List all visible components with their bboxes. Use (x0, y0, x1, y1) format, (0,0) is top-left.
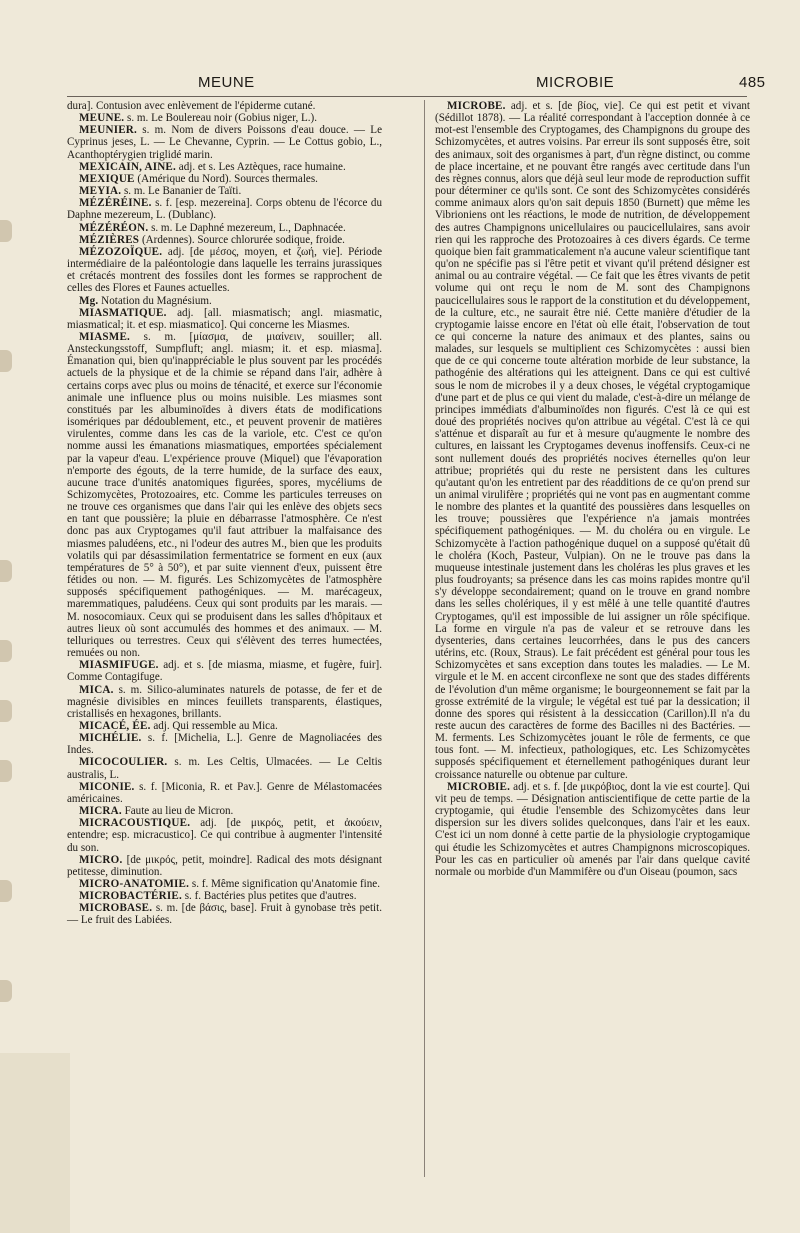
entry-headword: MICROBE. (447, 100, 506, 112)
entry-text: s. f. [Michelia, L.]. Genre de Magnoliacées des Indes. (67, 732, 382, 757)
entry-headword: MICROBACTÉRIE. (79, 890, 182, 903)
dictionary-entry (435, 781, 750, 878)
dictionary-entry (67, 331, 382, 659)
entry-text: adj. [all. miasmatisch; angl. miasmatic, miasmatical; it. et esp. miasmatico]. Qui concerne les Miasmes. (67, 306, 382, 331)
entry-headword: MICRACOUSTIQUE. (79, 817, 191, 830)
entry-text: s. m. [de βάσις, base]. Fruit à gynobase très petit. — Le fruit des Labiées. (67, 902, 382, 927)
dictionary-entry (67, 659, 382, 683)
corner-stain (0, 1053, 70, 1233)
dictionary-entry (67, 720, 382, 732)
entry-text: adj. [de μέσος, moyen, et ζωή, vie]. Période intermédiaire de la paléontologie dans laquelle les terrains jurassiques et crétacés montrent des fossiles dont les formes se rapprochent de celles des Flores et Faunes actuelles. (67, 245, 382, 295)
running-head-right: MICROBIE (536, 74, 615, 91)
entry-text: s. m. Le Bananier de Taïti. (121, 185, 242, 198)
dictionary-entry (67, 817, 382, 853)
dictionary-entry (67, 854, 382, 878)
left-column (67, 100, 382, 927)
entry-text: adj. Qui ressemble au Mica. (150, 719, 278, 732)
entry-text: adj. [de μικρός, petit, et ἀκούειν, entendre; esp. micracustico]. Ce qui contribue à augmenter l'intensité du son. (67, 817, 382, 854)
entry-headword: MEXIQUE (79, 172, 135, 185)
entry-headword: MICROBIE. (447, 780, 511, 793)
entry-headword: MICONIE. (79, 780, 135, 793)
entry-text: dura]. Contusion avec enlèvement de l'épiderme cutané. (67, 100, 316, 112)
running-header (0, 74, 800, 94)
entry-text: s. f. [esp. mezereina]. Corps obtenu de l'écorce du Daphne mezereum, L. (Dublanc). (67, 197, 382, 222)
entry-text: (Ardennes). Source chlorurée sodique, froide. (139, 233, 345, 246)
entry-text: s. m. Nom de divers Poissons d'eau douce. — Le Cyprinus jeses, L. — Le Chevanne, Cyprin. — Le Cottus gobio, L., Acanthoptérygien triglidé marin. (67, 124, 382, 161)
dictionary-entry (67, 307, 382, 331)
entry-text: Faute au lieu de Micron. (121, 805, 234, 818)
entry-text: s. m. Le Daphné mezereum, L., Daphnacée. (148, 221, 346, 234)
dictionary-entry (67, 112, 382, 124)
entry-headword: MÉZÉRÉINE. (79, 197, 152, 210)
entry-headword: MÉZÉRÉON. (79, 221, 149, 234)
entry-headword: MEUNE. (79, 112, 125, 125)
dictionary-entry (67, 234, 382, 246)
dictionary-entry (67, 197, 382, 221)
entry-text: adj. et s. [de βίος, vie]. Ce qui est petit et vivant (Sédillot 1878). — La réalité correspondant à l'acception donnée à ce mot-est l'ensemble des Cryptogames, des Champignons du groupe des Schizomycètes, et autres voisins. Par erreur ils sont supposés être, soit des animaux, soit des organismes à part, d'un règne distinct, ou comme de place incertaine, et ne pouvant être rangés avec certitude dans l'un des règnes connus, alors que déjà seul leur mode de reproduction suffit pour déterminer ce qu'ils sont. Ce sont des Schizomycètes considérés comme animaux alors qu'on sait depuis 1850 (Burnett) que même les Vibrioniens ont les réactions, le mode de nutrition, de développement des autres Champignons unicellulaires ou paucicellulaires, sans avoir rien qui les rapproche des Protozoaires à ces divers égards. Ce terme quoique bien fait grammaticalement n'a aucune valeur scientifique tant qu'on ne spécifie pas si l'être petit et vivant qu'il prétend désigner est animal ou au contraire végétal. — Ce fait que les êtres vivants de petit volume qui ont reçu le nom de M. sont des Champignons paucicellulaires sous le rapport de la constitution et du développement, de la culture, etc., ne saurait être nié. Cette manière d'étudier de la cryptogamie laisse encore en l'état où elle était, l'observation de tout ce qui concerne la nature des animaux et des plantes, sains ou malades, sur lesquels se multiplient ces Schizomycètes : aussi bien que de ce qui concerne toute altération morbide de leur substance, la pathogénie des altérations qui les atteignent. Dans ce qui est cultivé sous le nom de microbes il y a deux choses, le végétal cryptogamique d'une part et de plus ce qui vient du malade, c'est-à-dire un mélange de principes immédiats d'albuminoïdes non figurés. C'est là ce qui est doué des propriétés nocives qu'on attribue au végétal. C'est là ce qui s'atténue et disparaît au fur et à mesure qu'augmente le nombre des cultures, en laissant les Cryptogames devenus inoffensifs. Ceux-ci ne sont nullement doués des propriétés nocives éternelles qu'on leur attribue; propriétés qui du reste ne persistent dans les cultures qu'autant qu'on les entretient par des réadditions de ce qu'on prend sur un animal virulifère ; propriétés qui ne vont pas en augmentant comme le nombre des plantes et la quantité des poussières dans lesquelles on les trouve; poussières que l'expérience n'a jamais montrées spécifiquement pathogéniques. — M. du choléra ou en virgule. Le Schizomycète à l'action pathogénique duquel on a supposé qu'était dû le choléra (Koch, Pasteur, Vulpian). On ne le trouve pas dans la muqueuse intestinale justement dans les choléras les plus graves et les plus foudroyants; sa présence dans les cas moins rapides montre qu'il s'y développe secondairement; quand on le trouve en grand nombre dans les selles cholériques, il y est mêlé à une telle quantité d'autres Cryptogames, qu'il est impossible de lui assigner un rôle spécifique. La forme en virgule n'a pas de valeur et se retrouve dans les dysenteries, dans certaines leucorrhées, dans le pus des cancers utérins, etc. (Roux, Straus). Le fait précédent est général pour tous les Schizomycètes et sans exception dans toutes les maladies. — Le M. virgule et le M. en accent circonflexe ne sont que des stades différents de l'évolution d'un même organisme; le bourgeonnement se fait par la grosse extrémité de la virgule; le végétal est tué par la dessication; il donne des spores qui résistent à la dessiccation (Carillon).Il n'a du reste aucun des caractères de forme des Bacilles ni des Bactéries. — M. ferments. Les Schizomycètes jouant le rôle de ferments, ce que tous font. — M. infectieux, pathologiques, etc. Les Schizomycètes supposés spécifiquement et éternellement pathogéniques durant leur croissance naturelle ou obtenue par culture. (435, 100, 750, 781)
entry-text: (Amérique du Nord). Sources thermales. (134, 172, 318, 185)
dictionary-entry (67, 878, 382, 890)
right-column (435, 100, 750, 878)
entry-headword: MÉZOZOÏQUE. (79, 245, 163, 258)
entry-headword: MIASME. (79, 330, 131, 343)
entry-headword: MICOCOULIER. (79, 756, 168, 769)
entry-text: s. m. Le Boulereau noir (Gobius niger, L.). (124, 112, 318, 125)
entry-text: s. f. Même signification qu'Anatomie fine. (189, 878, 380, 890)
entry-text: adj. et s. [de miasma, miasme, et fugère, fuir]. Comme Contagifuge. (67, 659, 382, 684)
dictionary-entry (67, 161, 382, 173)
dictionary-entry (67, 185, 382, 197)
entry-headword: MICROBASE. (79, 902, 153, 915)
dictionary-entry (67, 246, 382, 295)
entry-headword: MEXICAIN, AINE. (79, 160, 176, 173)
dictionary-entry (67, 295, 382, 307)
dictionary-entry (67, 173, 382, 185)
entry-text: Notation du Magnésium. (98, 294, 212, 307)
entry-headword: MICRO. (79, 853, 123, 866)
entry-headword: MEUNIER. (79, 124, 137, 137)
entry-text: s. m. Silico-aluminates naturels de potasse, de fer et de magnésie divisibles en minces feuillets transparents, élastiques, cristallisés en hexagones, brillants. (67, 683, 382, 720)
entry-text: adj. et s. Les Aztèques, race humaine. (176, 160, 346, 173)
column-divider (424, 100, 425, 1177)
entry-headword: MIASMATIQUE. (79, 306, 167, 319)
entry-text: [de μικρός, petit, moindre]. Radical des mots désignant petitesse, diminution. (67, 853, 382, 878)
dictionary-entry (435, 100, 750, 781)
dictionary-entry (67, 756, 382, 780)
entry-text: s. m. Les Celtis, Ulmacées. — Le Celtis australis, L. (67, 756, 382, 781)
entry-headword: MÉZIÈRES (79, 233, 140, 246)
dictionary-entry (67, 781, 382, 805)
page-edge-stains (0, 0, 14, 1233)
header-rule (67, 96, 747, 97)
dictionary-entry (67, 732, 382, 756)
entry-text: adj. et s. f. [de μικρόβιος, dont la vie est courte]. Qui vit peu de temps. — Désignation antiscientifique de cette partie de la cryptogamie, qui étudie l'ensemble des Schizomycètes dans leur dispersion sur les divers solides quelconques, dans l'air et les eaux. C'est ici un nom donné à cette partie de la physiologie cryptogamique qui étudie les Schizomycètes et autres Champignons microscopiques. Pour les cas en particulier où amenés par l'air dans quelque cavité normale ou morbide d'un Mammifère ou d'un Oiseau (poumon, sacs (435, 780, 750, 878)
dictionary-entry (67, 124, 382, 160)
entry-headword: MICA. (79, 683, 114, 696)
dictionary-entry (67, 100, 382, 112)
entry-headword: MICRO-ANATOMIE. (79, 878, 190, 890)
dictionary-entry (67, 222, 382, 234)
entry-headword: MICRA. (79, 805, 122, 818)
running-head-left: MEUNE (198, 74, 255, 91)
entry-headword: MICHÉLIE. (79, 732, 142, 745)
entry-text: s. f. Bactéries plus petites que d'autres. (181, 890, 357, 903)
entry-text: s. f. [Miconia, R. et Pav.]. Genre de Mélastomacées américaines. (67, 780, 382, 805)
entry-headword: MICACÉ, ÉE. (79, 719, 151, 732)
entry-headword: MEYIA. (79, 185, 122, 198)
dictionary-entry (67, 902, 382, 926)
dictionary-entry (67, 684, 382, 720)
entry-text: s. m. [μίασμα, de μιαίνειν, souiller; all. Ansteckungsstoff, Sumpfluft; angl. miasm; it. et esp. miasma]. Émanation qui, bien qu'inappréciable le plus souvent par les procédés actuels de la physique et de la chimie se répand dans l'air, adhère à certains corps avec plus ou moins de ténacité, et exerce sur l'économie animale une influence plus ou moins nuisible. Les miasmes sont constitués par les albuminoïdes à divers états de modifications isomériques par dédoublement, etc., et peuvent provenir de matières virulentes, comme dans les cas de la variole, etc. C'est ce qu'on nomme aussi les émanations miasmatiques, emportées spécialement par la vapeur d'eau. L'expérience prouve (Miquel) que l'évaporation n'emporte des égouts, de la terre humide, de la surface des eaux, aucune trace d'unités anatomiques figurées, spores, mycéliums de Schizomycètes, Protozoaires, etc. Comme les particules terreuses on ne trouve ces organismes que dans l'air qui les enlève des objets secs en tant que poussière; la pluie en débarrasse l'atmosphère. Ce n'est donc pas aux Cryptogames qu'il faut attribuer la malfaisance des miasmes paludéens, etc., ni l'odeur des autres M., bien que les produits volatils qui par désassimilation fermentatrice se forment en eux (aux températures de 5° à 50°), et par suite viennent d'eux, puissent être fétides ou non. — M. figurés. Les Schizomycètes de l'atmosphère supposés spécifiquement pathogéniques. — M. marécageux, maremmatiques, paludéens. Ceux qui sont produits par les marais. — M. nosocomiaux. Ceux qui se produisent dans les salles d'hôpitaux et autres lieux où sont accumulés des hommes et des animaux. — M. telluriques ou terrestres. Ceux qui s'élèvent des terres humectées, remuées ou non. (67, 330, 382, 660)
dictionary-entry (67, 890, 382, 902)
entry-headword: MIASMIFUGE. (79, 659, 159, 672)
page-number: 485 (739, 74, 766, 91)
entry-headword: Mg. (79, 294, 99, 307)
dictionary-entry (67, 805, 382, 817)
